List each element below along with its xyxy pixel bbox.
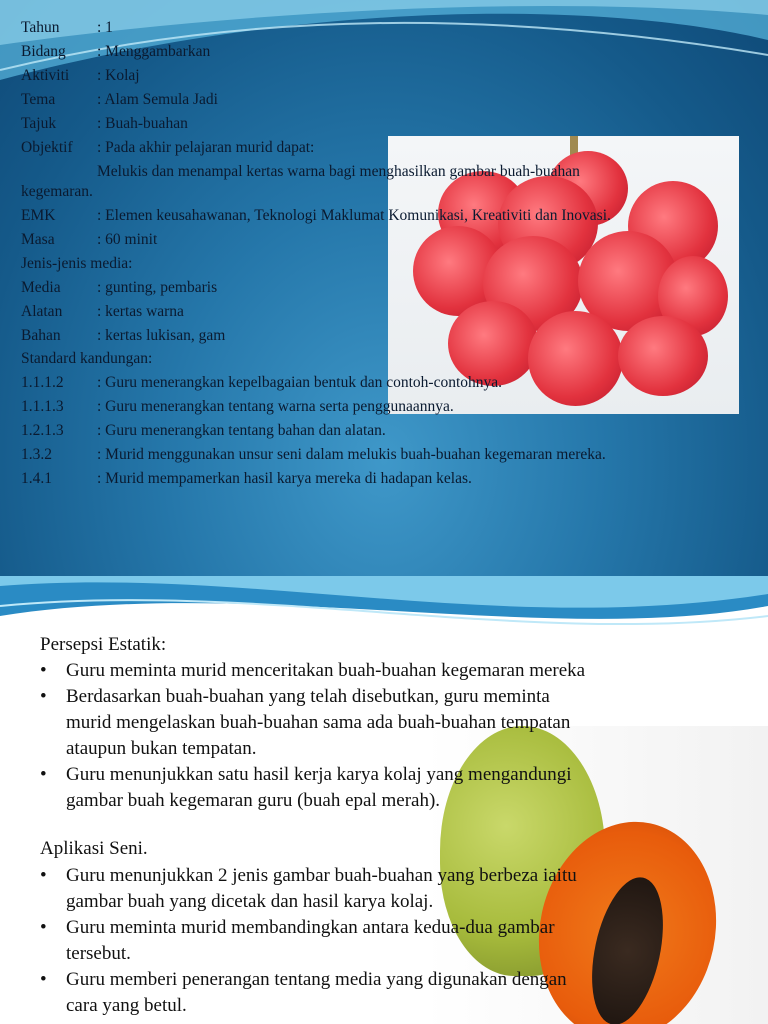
- info-row: [21, 88, 218, 112]
- standard-text: : Guru menerangkan tentang bahan dan alatan.: [97, 422, 386, 439]
- bullet-text: Guru meminta murid menceritakan buah-buahan kegemaran mereka: [66, 660, 586, 681]
- bullet-text: Guru memberi penerangan tentang media yang digunakan dengan: [66, 969, 567, 990]
- standard-text: : Murid mempamerkan hasil karya mereka di hadapan kelas.: [97, 470, 472, 487]
- bullet-text: Guru menunjukkan 2 jenis gambar buah-buahan yang berbeza iaitu: [66, 865, 577, 886]
- media-heading: Jenis-jenis media:: [21, 255, 133, 272]
- standard-code: 1.3.2: [21, 446, 52, 463]
- row-key: Masa: [21, 231, 55, 248]
- row-key: Bahan: [21, 327, 61, 344]
- info-row: [21, 276, 217, 300]
- bullet-icon: •: [40, 865, 47, 886]
- slide-activities: [0, 576, 768, 1024]
- bullet-icon: •: [40, 969, 47, 990]
- objective-text: Melukis dan menampal kertas warna bagi menghasilkan gambar buah-buahan: [97, 163, 580, 180]
- row-value: : Menggambarkan: [97, 43, 211, 60]
- row-value: : 1: [97, 19, 113, 36]
- row-key: Alatan: [21, 303, 63, 320]
- row-value: : Pada akhir pelajaran murid dapat:: [97, 139, 315, 156]
- bullet-text: tersebut.: [66, 943, 131, 964]
- bullet-text: Berdasarkan buah-buahan yang telah disebutkan, guru meminta: [66, 686, 550, 707]
- info-row: [21, 136, 314, 160]
- info-row: [21, 228, 157, 252]
- section-heading-aplikasi: Aplikasi Seni.: [40, 838, 148, 859]
- bullet-icon: •: [40, 917, 47, 938]
- info-row: [21, 64, 140, 88]
- standard-row: [21, 371, 502, 395]
- bullet-text: gambar buah yang dicetak dan hasil karya kolaj.: [66, 891, 434, 912]
- standard-text: : Guru menerangkan tentang warna serta penggunaannya.: [97, 398, 454, 415]
- info-row: [21, 204, 611, 228]
- row-key: Tema: [21, 91, 56, 108]
- bullet-text: gambar buah kegemaran guru (buah epal merah).: [66, 790, 441, 811]
- row-key: Aktiviti: [21, 67, 70, 84]
- bullet-text: ataupun bukan tempatan.: [66, 738, 257, 759]
- bullet-text: Guru meminta murid membandingkan antara kedua-dua gambar: [66, 917, 555, 938]
- bullet-icon: •: [40, 686, 47, 707]
- bullet-text: Guru menunjukkan satu hasil kerja karya kolaj yang mengandungi: [66, 764, 572, 785]
- info-row: [21, 40, 210, 64]
- standard-row: [21, 395, 454, 419]
- bullet-icon: •: [40, 764, 47, 785]
- standard-text: : Murid menggunakan unsur seni dalam melukis buah-buahan kegemaran mereka.: [97, 446, 606, 463]
- standard-code: 1.2.1.3: [21, 422, 64, 439]
- row-key: Objektif: [21, 139, 73, 156]
- row-key: Tahun: [21, 19, 60, 36]
- objective-text-cont: kegemaran.: [21, 183, 93, 200]
- row-value: : 60 minit: [97, 231, 158, 248]
- standard-row: [21, 419, 386, 443]
- bullet-icon: •: [40, 660, 47, 681]
- standard-text: : Guru menerangkan kepelbagaian bentuk dan contoh-contohnya.: [97, 374, 503, 391]
- info-row: [21, 16, 113, 40]
- standard-row: [21, 443, 606, 467]
- row-value: : Elemen keusahawanan, Teknologi Maklumat Komunikasi, Kreativiti dan Inovasi.: [97, 207, 611, 224]
- row-value: : Buah-buahan: [97, 115, 188, 132]
- info-row: [21, 300, 184, 324]
- standard-code: 1.1.1.3: [21, 398, 64, 415]
- row-key: EMK: [21, 207, 56, 224]
- row-key: Bidang: [21, 43, 66, 60]
- standard-code: 1.1.1.2: [21, 374, 64, 391]
- row-value: : kertas lukisan, gam: [97, 327, 226, 344]
- info-row: [21, 324, 225, 348]
- row-key: Tajuk: [21, 115, 57, 132]
- row-key: Media: [21, 279, 61, 296]
- bullet-text: murid mengelaskan buah-buahan sama ada buah-buahan tempatan: [66, 712, 571, 733]
- row-value: : kertas warna: [97, 303, 184, 320]
- standard-code: 1.4.1: [21, 470, 52, 487]
- section-heading-persepsi: Persepsi Estatik:: [40, 634, 167, 655]
- standard-heading: Standard kandungan:: [21, 350, 153, 367]
- row-value: : Kolaj: [97, 67, 140, 84]
- row-value: : gunting, pembaris: [97, 279, 218, 296]
- standard-row: [21, 467, 472, 491]
- info-row: [21, 112, 188, 136]
- row-value: : Alam Semula Jadi: [97, 91, 218, 108]
- bullet-text: cara yang betul.: [66, 995, 187, 1016]
